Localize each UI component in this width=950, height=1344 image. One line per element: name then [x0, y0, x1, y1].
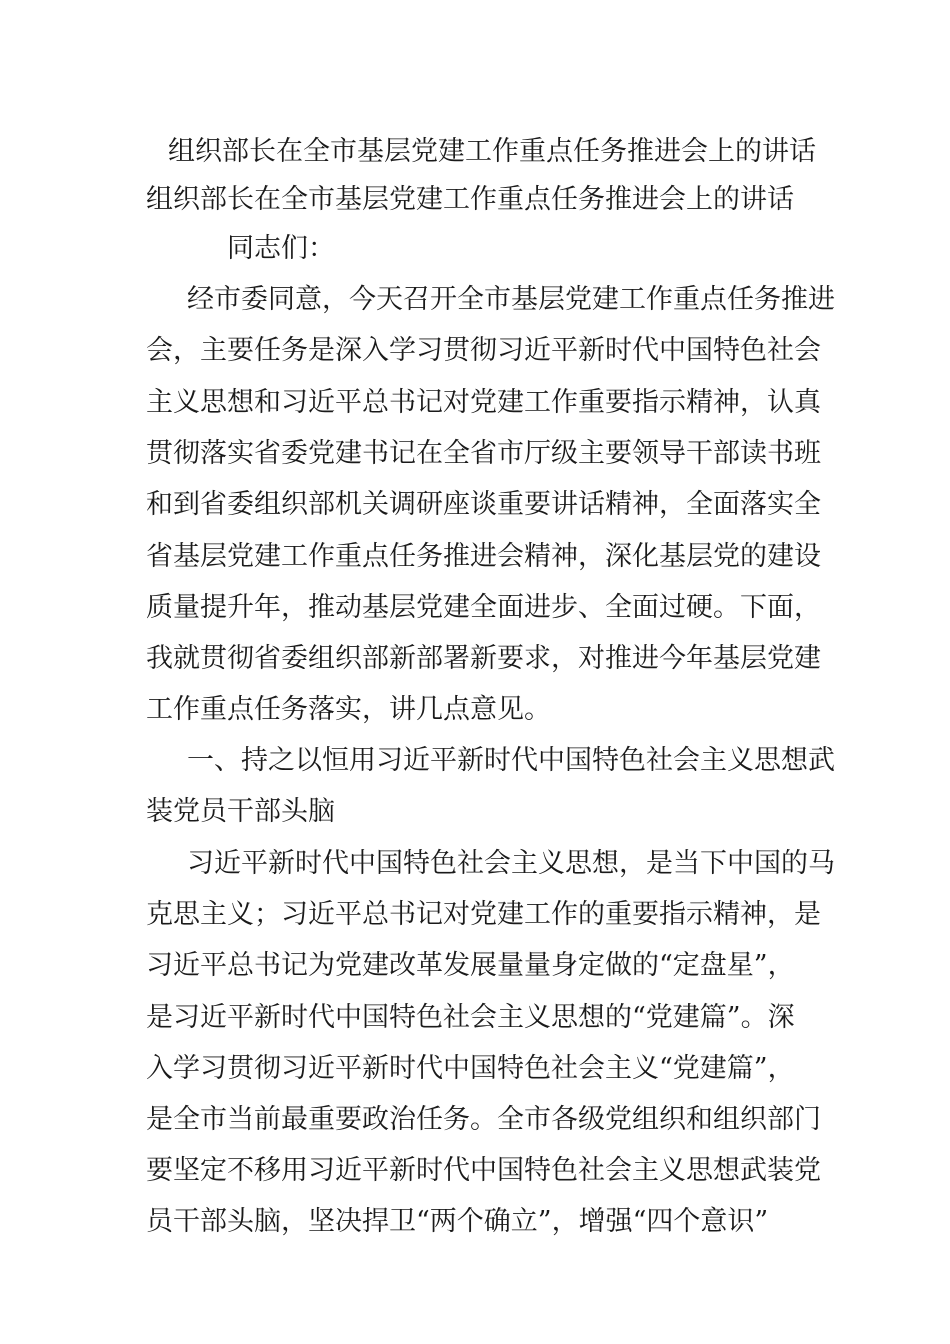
paragraph-line: 主义思想和习近平总书记对党建工作重要指示精神，认真	[146, 387, 821, 418]
paragraph-line: 员干部头脑，坚决捍卫“两个确立”，增强“四个意识”	[146, 1206, 769, 1237]
section-heading-line: 装党员干部头脑	[146, 796, 335, 827]
paragraph-line: 省基层党建工作重点任务推进会精神，深化基层党的建设	[146, 541, 821, 572]
paragraph-line: 会，主要任务是深入学习贯彻习近平新时代中国特色社会	[146, 335, 821, 366]
paragraph-line: 是全市当前最重要政治任务。全市各级党组织和组织部门	[146, 1104, 821, 1135]
paragraph-line: 工作重点任务落实，讲几点意见。	[146, 694, 551, 725]
paragraph-line: 克思主义；习近平总书记对党建工作的重要指示精神，是	[146, 899, 821, 930]
paragraph-line: 质量提升年，推动基层党建全面进步、全面过硬。下面，	[146, 592, 821, 623]
paragraph-line: 和到省委组织部机关调研座谈重要讲话精神，全面落实全	[146, 489, 821, 520]
paragraph-line: 入学习贯彻习近平新时代中国特色社会主义“党建篇”，	[146, 1053, 795, 1084]
greeting: 同志们：	[227, 233, 335, 264]
paragraph-line: 习近平总书记为党建改革发展量量身定做的“定盘星”，	[146, 950, 795, 981]
section-heading-line: 一、持之以恒用习近平新时代中国特色社会主义思想武	[187, 745, 835, 776]
paragraph-line: 习近平新时代中国特色社会主义思想，是当下中国的马	[187, 848, 835, 879]
paragraph-line: 经市委同意，今天召开全市基层党建工作重点任务推进	[187, 284, 835, 315]
paragraph-line: 贯彻落实省委党建书记在全省市厅级主要领导干部读书班	[146, 438, 821, 469]
paragraph-line: 是习近平新时代中国特色社会主义思想的“党建篇”。深	[146, 1002, 795, 1033]
paragraph-line: 要坚定不移用习近平新时代中国特色社会主义思想武装党	[146, 1155, 821, 1186]
document-title-line: 组织部长在全市基层党建工作重点任务推进会上的讲话	[168, 136, 816, 167]
document-title-line: 组织部长在全市基层党建工作重点任务推进会上的讲话	[146, 184, 794, 215]
paragraph-line: 我就贯彻省委组织部新部署新要求，对推进今年基层党建	[146, 643, 821, 674]
